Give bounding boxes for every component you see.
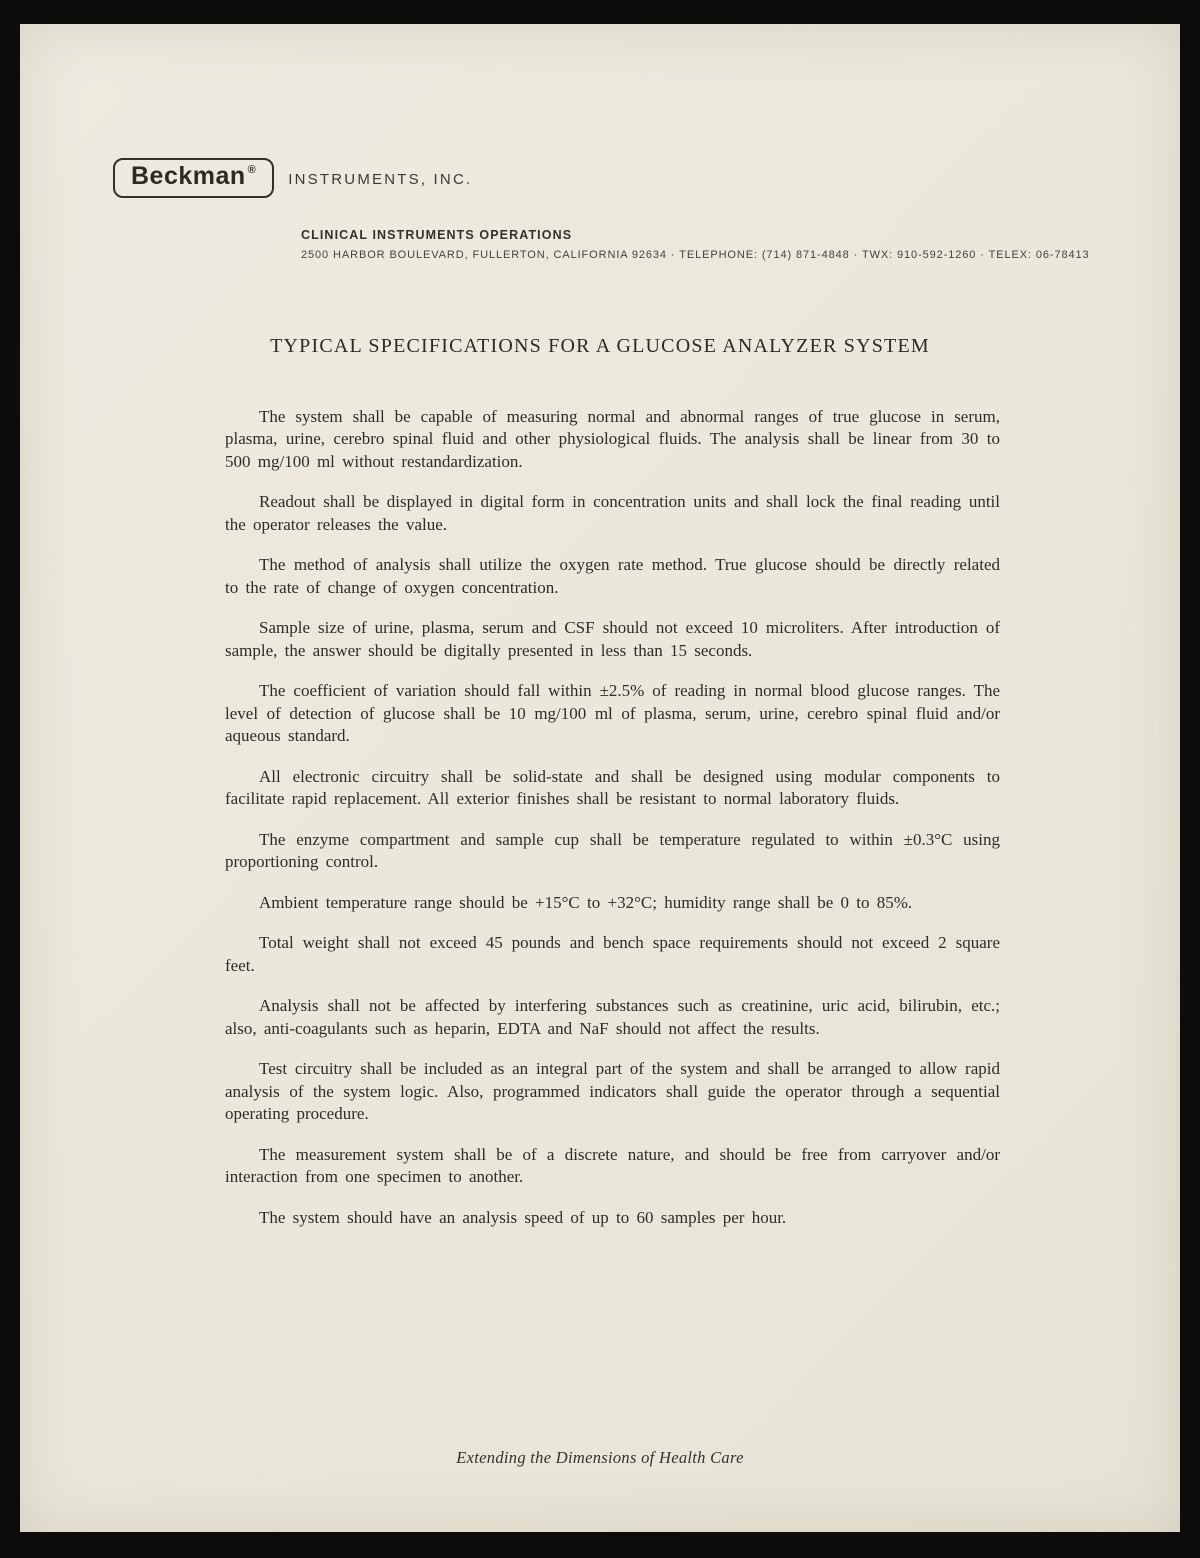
paragraph: Readout shall be displayed in digital form in concentration units and shall lock the final reading until the operator releases the value. [225, 492, 1000, 534]
paragraph: The method of analysis shall utilize the oxygen rate method. True glucose should be directly related to the rate of change of oxygen concentration. [225, 555, 1000, 597]
paragraph: All electronic circuitry shall be solid-state and shall be designed using modular components to facilitate rapid replacement. All exterior finishes shall be resistant to normal laboratory fluids. [225, 766, 1000, 808]
paragraph: Analysis shall not be affected by interfering substances such as creatinine, uric acid, bilirubin, etc.; also, anti-coagulants such as heparin, EDTA and NaF should not affect the results. [225, 996, 1000, 1038]
company-name: INSTRUMENTS, INC. [288, 171, 473, 189]
logo-row [113, 158, 1180, 198]
paragraph: The system should have an analysis speed of up to 60 samples per hour. [259, 1207, 787, 1227]
paragraph: The measurement system shall be of a discrete nature, and should be free from carryover and/or interaction from one specimen to another. [225, 1144, 1000, 1186]
paragraph: The enzyme compartment and sample cup shall be temperature regulated to within ±0.3°C using proportioning control. [225, 829, 1000, 871]
address-line: 2500 HARBOR BOULEVARD, FULLERTON, CALIFORNIA 92634 · TELEPHONE: (714) 871-4848 · TWX: 910-592-1260 · TELEX: 06-78413 [301, 248, 1090, 261]
letterhead [20, 158, 1180, 261]
logo-wordmark: Beckman [131, 162, 246, 190]
footer-tagline: Extending the Dimensions of Health Care [456, 1448, 744, 1467]
page-footer [20, 1448, 1180, 1468]
paragraph: Ambient temperature range should be +15°C to +32°C; humidity range shall be 0 to 85%. [259, 892, 913, 912]
paragraph: Test circuitry shall be included as an integral part of the system and shall be arranged to allow rapid analysis of the system logic. Also, programmed indicators shall guide the operator through a sequential operating procedure. [225, 1059, 1000, 1123]
paragraph: Total weight shall not exceed 45 pounds and bench space requirements should not exceed 2 square feet. [225, 933, 1000, 975]
beckman-logo [113, 158, 274, 198]
division-block [113, 228, 1180, 261]
division-name: CLINICAL INSTRUMENTS OPERATIONS [301, 227, 573, 242]
registered-mark-icon: ® [247, 164, 257, 176]
paragraph: The coefficient of variation should fall within ±2.5% of reading in normal blood glucose ranges. The level of detection of glucose shall be 10 mg/100 ml of plasma, serum, urine, cerebro spinal fluid and/or aqueous standard. [225, 681, 1000, 745]
paragraph: The system shall be capable of measuring normal and abnormal ranges of true glucose in serum, plasma, urine, cerebro spinal fluid and other physiological fluids. The analysis shall be linear from 30 to 500 mg/100 ml without restandardization. [225, 406, 1000, 471]
document-title: TYPICAL SPECIFICATIONS FOR A GLUCOSE ANALYZER SYSTEM [270, 334, 930, 357]
document-body [20, 406, 1000, 1230]
document-page [20, 24, 1180, 1532]
paragraph: Sample size of urine, plasma, serum and CSF should not exceed 10 microliters. After introduction of sample, the answer should be digitally presented in less than 15 seconds. [225, 618, 1000, 660]
